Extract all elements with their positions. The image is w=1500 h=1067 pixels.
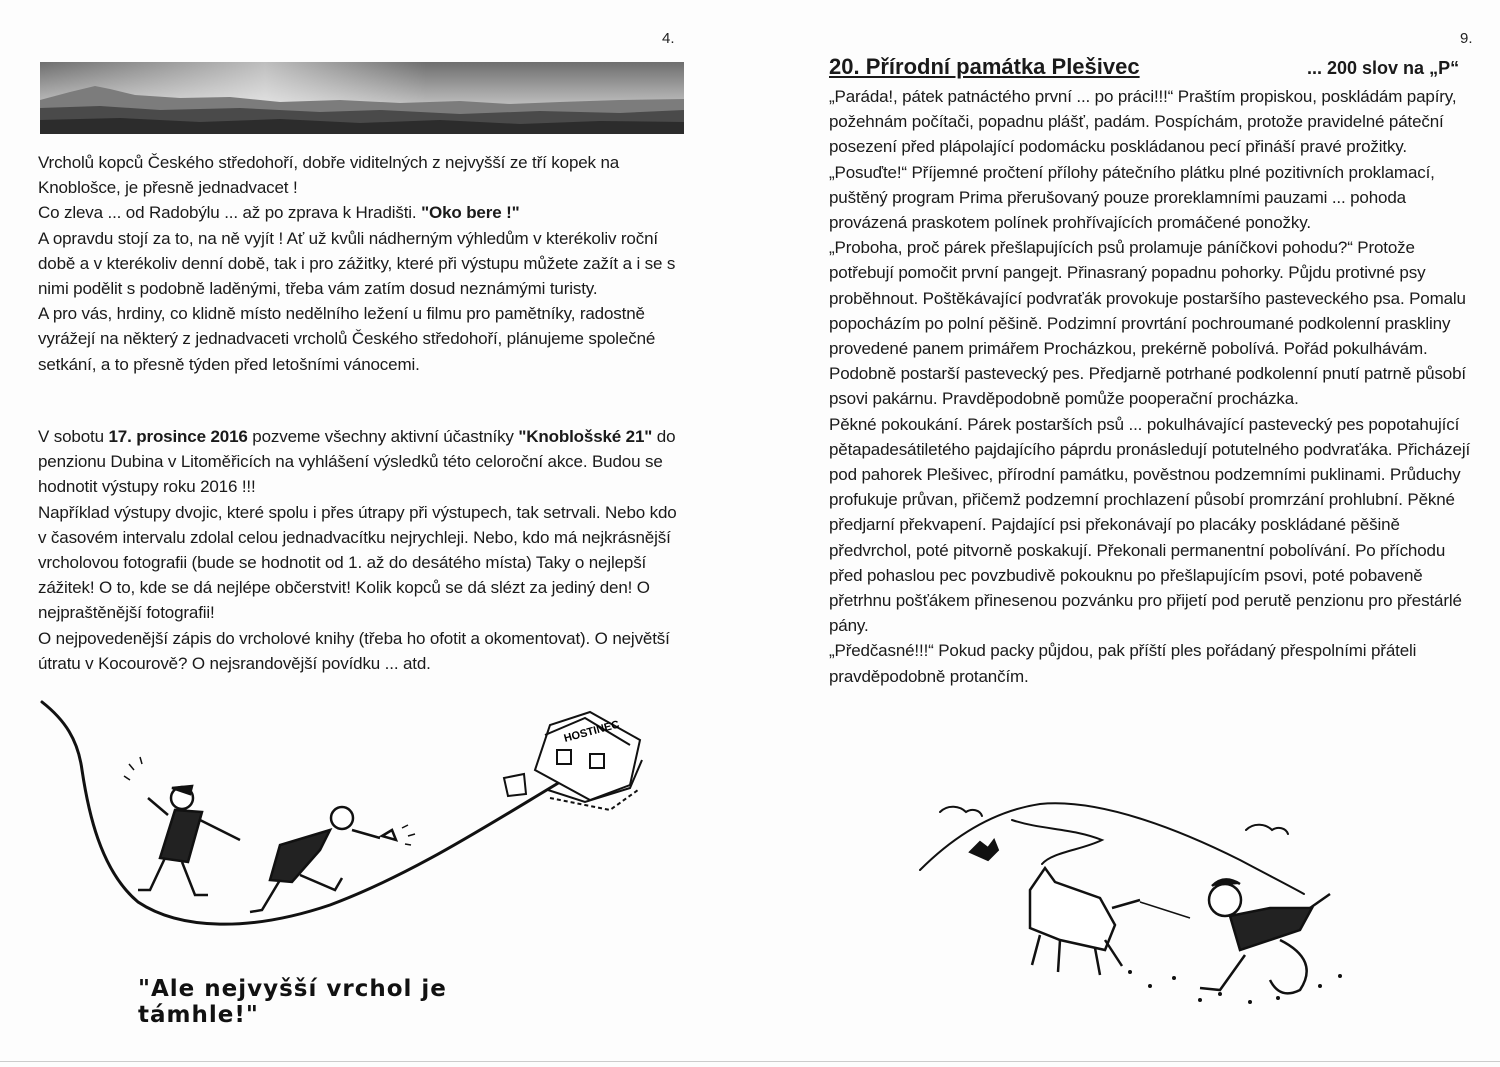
footprints (1128, 970, 1342, 1004)
oko-bere-slogan: "Oko bere !" (421, 203, 520, 223)
hiker-figure-2 (250, 807, 396, 912)
event-paragraph (38, 424, 688, 500)
article-paragraph-1: „Paráda!, pátek patnáctého první ... po práci!!!“ Praštím propiskou, poskládám papíry, požehnám počítači, popadnu plášť, padám. Pospíchám, protože pravidelné páteční posezení před plápolající podomácku poskládanou pecí přináší pravé prožitky. (829, 87, 1457, 157)
categories-paragraph-2: O nejpovedenější zápis do vrcholové knihy (třeba ho ofotit a okomentovat). O největší útratu v Kocourově? O nejsrandovější povídku ... atd. (38, 628, 670, 673)
article-paragraph-3: „Proboha, proč párek přešlapujících psů prolamuje páníčkovi pohodu?“ Protože potřebují pomočit první pangejt. Přinasraný popadnu pohorky. Půjdu protivné psy proběhnout. Poštěkávající podvraťák provokuje postaršího pasteveckého psa. Pomalu popocházím po polní pěšině. Podzimní provrtání pochroumané podkolenní praskliny provedené panem primářem Procházkou, prekérně pobolívá. Pořád pokulhávám. Podobně postarší pastevecký pes. Předjarně potrhané podkolenní pnutí patrně působí psovi pakárnu. Pravděpodobně pomůže pooperační procházka. (829, 238, 1466, 409)
small-dog-figure (970, 840, 998, 860)
inn-sign: HOSTINEC (562, 718, 621, 745)
intro-paragraph-1: Vrcholů kopců Českého středohoří, dobře viditelných z nejvyšší ze tří kopek na Knoblošce, je přesně jednadvacet ! (38, 153, 620, 198)
article-paragraph-4: Pěkné pokoukání. Párek postarších psů ... pokulhávající pastevecký pes popotahující pětapadesátiletého pajdajícího páprdu pronásledují potutelného podvraťáka. Přicházejí pod pahorek Plešivec, přírodní památku, pověstnou podzemními puklinami. Průduchy profukuje průvan, přičemž podzemní prochlazení působí promrzání prohlubní. Pěkné předjarní překvapení. Pajdající psi překonávají po placáky poskládané pěšině předvrchol, poté pitvorně poskakují. Překonali permanentní pobolívání. Po příchodu před pohaslou pec povzbudivě pokouknu po přešlapujícím psovi, poté pobaveně přetrhnu pošťákem přinesenou pozvánku pro přijetí pod perutě penzionu pro přestárlé pány. (829, 414, 1471, 636)
page-number: 4. (662, 30, 675, 47)
intro-paragraph-2 (38, 200, 688, 225)
event-name: "Knoblošské 21" (518, 427, 653, 446)
article-title: 20. Přírodní památka Plešivec (829, 54, 1140, 79)
event-text-c: do penzionu Dubina v Litoměřicích na vyhlášení výsledků této celoroční akce. Budou se hodnotit výstupy roku 2016 !!! (38, 427, 676, 497)
man-figure (1200, 879, 1330, 993)
inn-building (504, 712, 642, 810)
page-number: 9. (1460, 30, 1473, 47)
page-edge (0, 1061, 1500, 1062)
panorama-image (40, 62, 684, 134)
intro-paragraph-2-text: Co zleva ... od Radobýlu ... až po zprava k Hradišti. (38, 203, 422, 223)
categories-paragraph: Například výstupy dvojic, které spolu i přes útrapy při výstupech, tak setrvali. Nebo kdo v časovém intervalu zdolal celou jednadvacítku nejrychleji. Nebo, kdo má nejkrásnější vrcholovou fotografii (bude se hodnotit od 1. až do desátého místa) Taky o nejlepší zážitek! O to, kde se dá nejlépe občerstvit! Kolik kopců se dá slézt za jediný den! O nejpraštěnější fotografii! (38, 502, 677, 623)
hiker-figure-1 (138, 786, 240, 895)
article-paragraph-2: „Posuďte!“ Příjemné pročtení přílohy pátečního plátku plné pozitivních proklamací, puštěný program Prima přerušovaný pouze proreklamními pauzami ... pohoda provázená praskotem polínek prohřívajících promáčené ponožky. (829, 162, 1435, 233)
leash (1140, 902, 1190, 918)
cartoon-caption: "Ale nejvyšší vrchol je támhle!" (138, 976, 447, 1028)
shepherd-dog-figure (1030, 868, 1140, 975)
event-text-a: V sobotu (38, 427, 109, 446)
dog-walker-cartoon (900, 790, 1400, 1020)
intro-paragraph-4: A pro vás, hrdiny, co klidně místo nedělního ležení u filmu pro pamětníky, radostně vyrážejí na některý z jednadvaceti vrcholů Českého středohoří, plánujeme společné setkání, a to přesně týden před letošními vánocemi. (38, 304, 656, 374)
hikers-cartoon (30, 690, 690, 960)
article-subtitle: ... 200 slov na „P“ (1307, 58, 1460, 78)
article-body (829, 84, 1481, 689)
event-text (38, 424, 688, 676)
intro-paragraph-3: A opravdu stojí za to, na ně vyjít ! Ať už kvůli nádherným výhledům v kterékoliv roční době a v kterékoliv denní době, tak i pro zážitky, které při výstupu můžete zažít a i se s nimi podělit s podobně laděnými, třeba vám zatím dosud neznámými turisty. (38, 228, 676, 299)
event-date: 17. prosince 2016 (108, 427, 248, 446)
article-paragraph-5: „Předčasné!!!“ Pokud packy půjdou, pak příští ples pořádaný přespolními přáteli pravděpodobně protančím. (829, 641, 1417, 686)
intro-text (38, 150, 688, 377)
event-text-b: pozveme všechny aktivní účastníky (247, 427, 519, 446)
panorama-photo (40, 62, 684, 134)
